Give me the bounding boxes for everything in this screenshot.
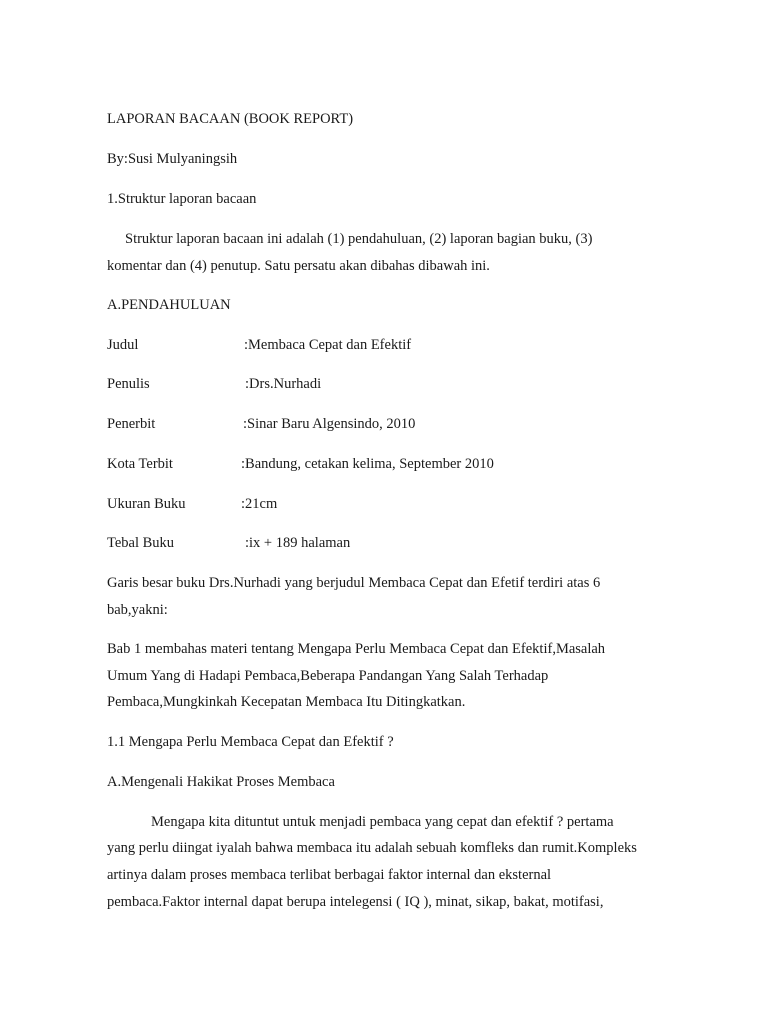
section-heading-pendahuluan: A.PENDAHULUAN (107, 297, 231, 313)
intro-paragraph-line-2: komentar dan (4) penutup. Satu persatu akan dibahas dibawah ini. (107, 258, 490, 274)
book-info-value: :Membaca Cepat dan Efektif (244, 337, 412, 353)
book-info-label: Kota Terbit (107, 456, 173, 472)
book-info-value: :Drs.Nurhadi (245, 376, 322, 392)
chapter1-paragraph-line-2: Umum Yang di Hadapi Pembaca,Beberapa Pandangan Yang Salah Terhadap (107, 668, 549, 684)
summary-paragraph-line-2: bab,yakni: (107, 602, 168, 618)
subsection-heading-1-1: 1.1 Mengapa Perlu Membaca Cepat dan Efektif ? (107, 734, 394, 750)
subsection-heading-a: A.Mengenali Hakikat Proses Membaca (107, 774, 335, 790)
intro-paragraph-line-1: Struktur laporan bacaan ini adalah (1) pendahuluan, (2) laporan bagian buku, (3) (125, 231, 593, 247)
body-paragraph-line-2: yang perlu diingat iyalah bahwa membaca itu adalah sebuah komfleks dan rumit.Kompleks (107, 840, 637, 856)
body-paragraph-line-3: artinya dalam proses membaca terlibat berbagai faktor internal dan eksternal (107, 867, 552, 883)
chapter1-paragraph-line-3: Pembaca,Mungkinkah Kecepatan Membaca Itu Ditingkatkan. (107, 694, 466, 710)
book-info-label: Judul (107, 337, 139, 353)
book-info-value: :Bandung, cetakan kelima, September 2010 (241, 456, 494, 472)
book-info-label: Penerbit (107, 416, 156, 432)
book-info-label: Penulis (107, 376, 150, 392)
book-info-value: :ix + 189 halaman (245, 535, 351, 551)
summary-paragraph-line-1: Garis besar buku Drs.Nurhadi yang berjudul Membaca Cepat dan Efetif terdiri atas 6 (107, 575, 601, 591)
book-info-value: :Sinar Baru Algensindo, 2010 (243, 416, 416, 432)
section-heading-structure: 1.Struktur laporan bacaan (107, 191, 257, 207)
document-title: LAPORAN BACAAN (BOOK REPORT) (107, 111, 354, 127)
chapter1-paragraph-line-1: Bab 1 membahas materi tentang Mengapa Perlu Membaca Cepat dan Efektif,Masalah (107, 641, 606, 657)
book-info-label: Ukuran Buku (107, 496, 186, 512)
author-line: By:Susi Mulyaningsih (107, 151, 238, 167)
book-info-value: :21cm (241, 496, 278, 512)
body-paragraph-line-1: Mengapa kita dituntut untuk menjadi pembaca yang cepat dan efektif ? pertama (151, 814, 614, 830)
body-paragraph-line-4: pembaca.Faktor internal dapat berupa intelegensi ( IQ ), minat, sikap, bakat, motifasi, (107, 894, 604, 910)
book-info-label: Tebal Buku (107, 535, 175, 551)
